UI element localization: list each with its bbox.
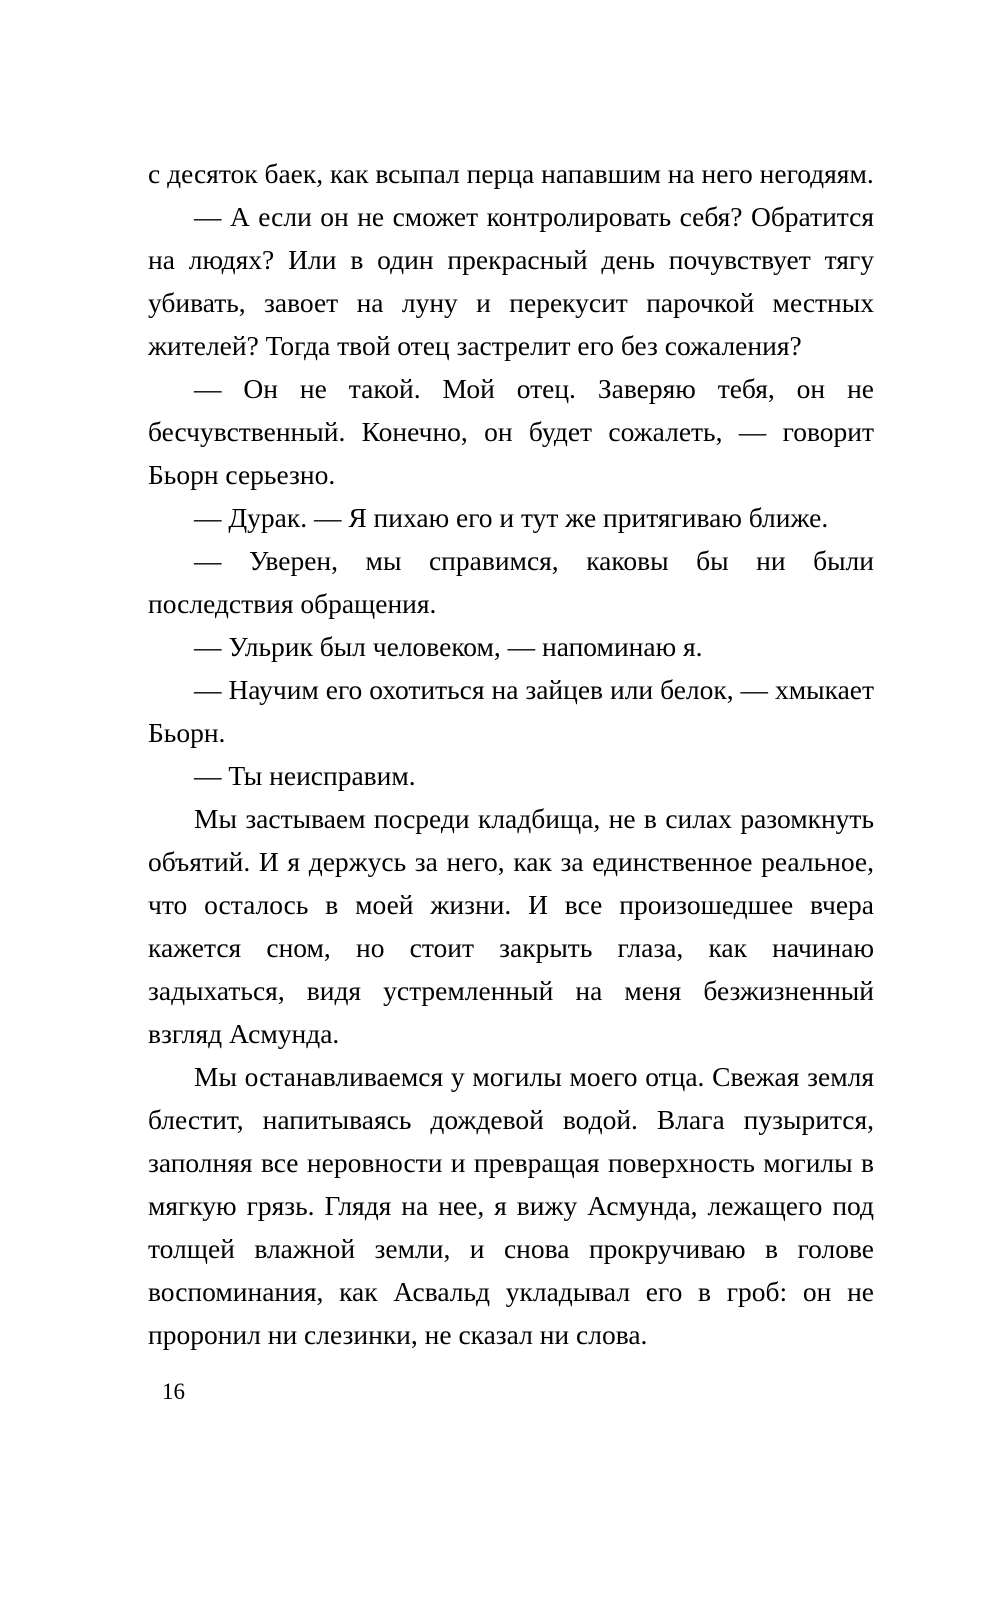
paragraph: — А если он не сможет контролировать себя? Обратится на людях? Или в один прекрасный день почувствует тягу убивать, завоет на луну и перекусит парочкой местных жителей? Тогда твой отец застрелит его без сожаления?: [148, 201, 874, 361]
paragraph: — Ульрик был человеком, — напоминаю я.: [194, 631, 703, 662]
paragraph: — Уверен, мы справимся, каковы бы ни были последствия обращения.: [148, 545, 874, 619]
paragraph: — Ты неисправим.: [194, 760, 416, 791]
page-number: 16: [162, 1379, 185, 1404]
paragraph: с десяток баек, как всыпал перца напавшим на него негодяям.: [148, 158, 874, 189]
paragraph: Мы останавливаемся у могилы моего отца. Свежая земля блестит, напитываясь дождевой водой. Влага пузырится, заполняя все неровности и превращая поверхность могилы в мягкую грязь. Глядя на нее, я вижу Асмунда, лежащего под толщей влажной земли, и снова прокручиваю в голове воспоминания, как Асвальд укладывал его в гроб: он не проронил ни слезинки, не сказал ни слова.: [148, 1061, 874, 1350]
paragraph: — Научим его охотиться на зайцев или белок, — хмыкает Бьорн.: [148, 674, 874, 748]
paragraph: Мы застываем посреди кладбища, не в силах разомкнуть объятий. И я держусь за него, как за единственное реальное, что осталось в моей жизни. И все произошедшее вчера кажется сном, но стоит закрыть глаза, как начинаю задыхаться, видя устремленный на меня безжизненный взгляд Асмунда.: [148, 803, 874, 1049]
page-text-body: [148, 152, 874, 1356]
paragraph: — Он не такой. Мой отец. Заверяю тебя, он не бесчувственный. Конечно, он будет сожалеть, — говорит Бьорн серьезно.: [148, 373, 874, 490]
paragraph: — Дурак. — Я пихаю его и тут же притягиваю ближе.: [194, 502, 829, 533]
